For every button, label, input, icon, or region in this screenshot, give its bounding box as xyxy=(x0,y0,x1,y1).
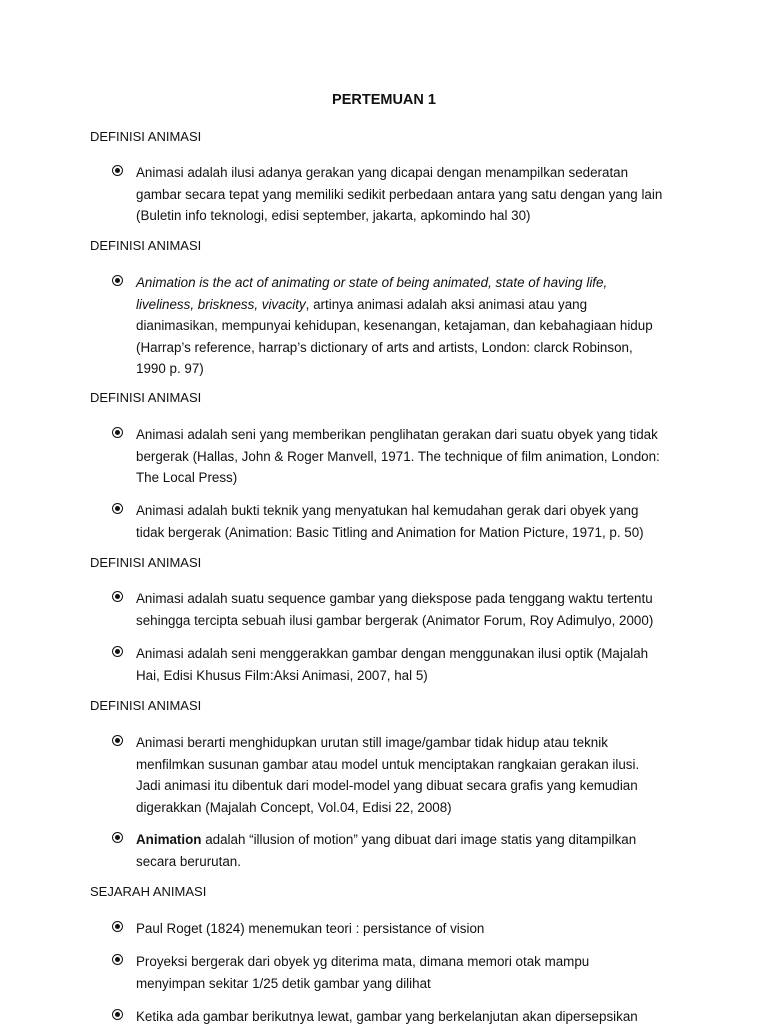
list-item xyxy=(112,918,692,940)
list-item-text: Animation is the act of animating or state of being animated, state of having life, liveliness, briskness, vivacity, artinya animasi adalah aksi animasi atau yang dianimasikan, mempunyai kehidupan, kesenangan, ketajaman, dan kebahagiaan hidup (Harrap’s reference, harrap’s dictionary of arts and artists, London: clarck Robinson, 1990 p. 97) xyxy=(136,275,653,376)
list-item xyxy=(112,424,692,489)
section-heading-sejarah: SEJARAH ANIMASI xyxy=(90,884,207,899)
list-item-text: Animasi adalah seni menggerakkan gambar dengan menggunakan ilusi optik (Majalah Hai, Edisi Khusus Film:Aksi Animasi, 2007, hal 5) xyxy=(136,646,649,683)
bullet-icon xyxy=(112,832,123,843)
list-item-text: Proyeksi bergerak dari obyek yg diterima mata, dimana memori otak mampu menyimpan sekitar 1/25 detik gambar yang dilihat xyxy=(136,954,590,991)
bullet-icon xyxy=(112,921,123,932)
bullet-icon xyxy=(112,165,123,176)
list-item xyxy=(112,732,692,818)
list-item xyxy=(112,1006,692,1028)
list-item-text: Animasi adalah ilusi adanya gerakan yang dicapai dengan menampilkan sederatan gambar secara tepat yang memiliki sedikit perbedaan antara yang satu dengan yang lain (Buletin info teknologi, edisi september, jakarta, apkomindo hal 30) xyxy=(136,165,663,223)
list-item xyxy=(112,500,692,543)
section-heading-definisi-5: DEFINISI ANIMASI xyxy=(90,698,202,713)
list-item xyxy=(112,272,692,380)
list-item-text: Paul Roget (1824) menemukan teori : persistance of vision xyxy=(136,921,485,936)
section-heading-definisi-2: DEFINISI ANIMASI xyxy=(90,238,202,253)
list-item xyxy=(112,951,692,994)
list-item xyxy=(112,588,692,631)
section-heading-definisi-1: DEFINISI ANIMASI xyxy=(90,129,202,144)
bullet-icon xyxy=(112,1009,123,1020)
list-item-text: Ketika ada gambar berikutnya lewat, gambar yang berkelanjutan akan dipersepsikan xyxy=(136,1009,638,1024)
bullet-icon xyxy=(112,954,123,965)
section-heading-definisi-3: DEFINISI ANIMASI xyxy=(90,390,202,405)
list-item-text: Animasi adalah bukti teknik yang menyatukan hal kemudahan gerak dari obyek yang tidak bergerak (Animation: Basic Titling and Animation for Mation Picture, 1971, p. 50) xyxy=(136,503,644,540)
bullet-icon xyxy=(112,503,123,514)
list-item-text: Animasi berarti menghidupkan urutan still image/gambar tidak hidup atau teknik menfilmkan susunan gambar atau model untuk menciptakan rangkaian gerakan ilusi. Jadi animasi itu dibentuk dari model-model yang dibuat secara grafis yang kemudian digerakkan (Majalah Concept, Vol.04, Edisi 22, 2008) xyxy=(136,735,640,815)
list-item-text: Animation adalah “illusion of motion” yang dibuat dari image statis yang ditampilkan secara berurutan. xyxy=(136,832,637,869)
section-heading-definisi-4: DEFINISI ANIMASI xyxy=(90,555,202,570)
bullet-icon xyxy=(112,735,123,746)
list-item xyxy=(112,162,692,227)
bullet-icon xyxy=(112,275,123,286)
page-title: PERTEMUAN 1 xyxy=(332,92,436,108)
bullet-icon xyxy=(112,646,123,657)
bullet-icon xyxy=(112,591,123,602)
list-item-text: Animasi adalah suatu sequence gambar yang diekspose pada tenggang waktu tertentu sehingga tercipta sebuah ilusi gambar bergerak (Animator Forum, Roy Adimulyo, 2000) xyxy=(136,591,654,628)
list-item xyxy=(112,829,692,872)
bullet-icon xyxy=(112,427,123,438)
list-item xyxy=(112,643,692,686)
list-item-text: Animasi adalah seni yang memberikan penglihatan gerakan dari suatu obyek yang tidak bergerak (Hallas, John & Roger Manvell, 1971. The technique of film animation, London: The Local Press) xyxy=(136,427,660,485)
